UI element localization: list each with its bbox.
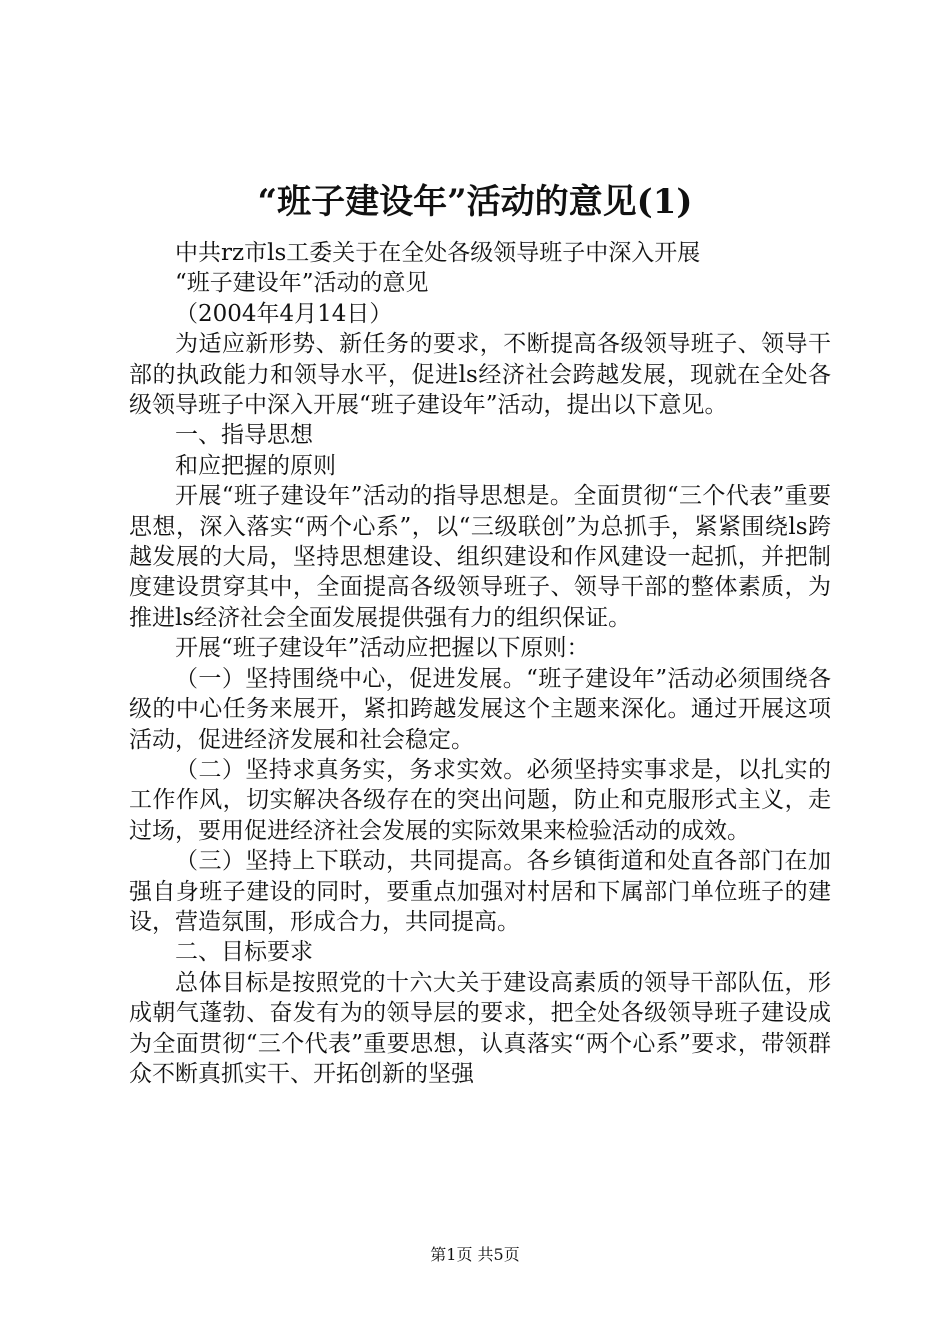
principle-3: （三）坚持上下联动，共同提高。各乡镇街道和处直各部门在加强自身班子建设的同时，要重点加强对村居和下属部门单位班子的建设，营造氛围，形成合力，共同提高。 [129,848,831,935]
section-heading-1: 一、指导思想 [175,422,313,449]
section-heading-2: 二、目标要求 [175,939,313,966]
guiding-thought-paragraph: 开展“班子建设年”活动的指导思想是。全面贯彻“三个代表”重要思想，深入落实“两个心系”，以“三级联创”为总抓手，紧紧围绕ls跨越发展的大局，坚持思想建设、组织建设和作风建设一起抓，并把制度建设贯穿其中，全面提高各级领导班子、领导干部的整体素质，为推进ls经济社会全面发展提供强有力的组织保证。 [129,483,831,631]
principles-intro: 开展“班子建设年”活动应把握以下原则： [175,635,590,662]
principle-2: （二）坚持求真务实，务求实效。必须坚持实事求是，以扎实的工作作风，切实解决各级存在的突出问题，防止和克服形式主义，走过场，要用促进经济社会发展的实际效果来检验活动的成效。 [129,756,831,844]
subtitle-line-2: “班子建设年”活动的意见 [175,270,429,297]
document-date: （2004年4月14日） [175,300,393,327]
section-heading-1-continued: 和应把握的原则 [175,452,336,479]
subtitle-line-1: 中共rz市ls工委关于在全处各级领导班子中深入开展 [175,240,701,266]
goal-paragraph: 总体目标是按照党的十六大关于建设高素质的领导干部队伍，形成朝气蓬勃、奋发有为的领导层的要求，把全处各级领导班子建设成为全面贯彻“三个代表”重要思想，认真落实“两个心系”要求，带领群众不断真抓实干、开拓创新的坚强 [129,969,831,1087]
page-footer: 第1页 共5页 [430,1245,520,1264]
document-body [129,238,831,1089]
principle-1: （一）坚持围绕中心，促进发展。“班子建设年”活动必须围绕各级的中心任务来展开，紧扣跨越发展这个主题来深化。通过开展这项活动，促进经济发展和社会稳定。 [129,665,831,753]
document-title: “班子建设年”活动的意见(1) [257,182,693,222]
intro-paragraph: 为适应新形势、新任务的要求，不断提高各级领导班子、领导干部的执政能力和领导水平，促进ls经济社会跨越发展，现就在全处各级领导班子中深入开展“班子建设年”活动，提出以下意见。 [129,331,831,419]
